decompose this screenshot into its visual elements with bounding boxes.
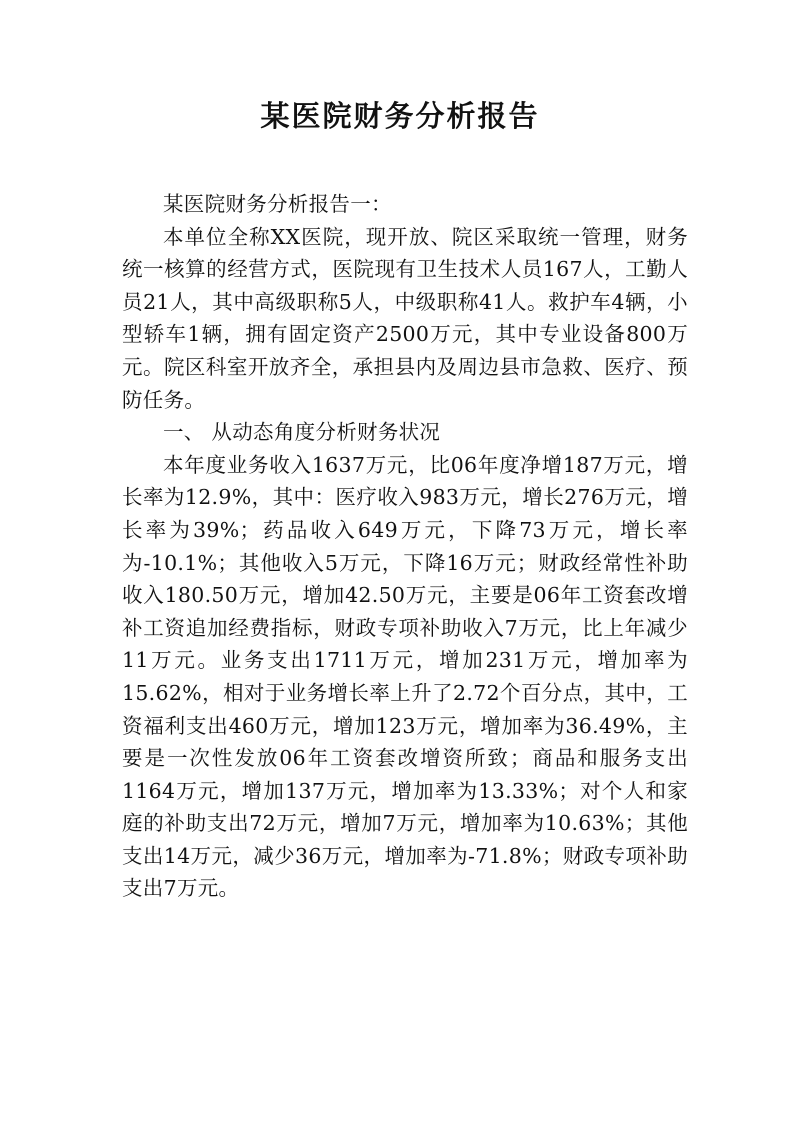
document-body	[122, 188, 688, 905]
document-title: 某医院财务分析报告	[260, 99, 540, 133]
financial-analysis-paragraph: 本年度业务收入1637万元，比06年度净增187万元，增长率为12.9%，其中：医疗收入983万元，增长276万元，增长率为39%；药品收入649万元，下降73万元，增长率为-10.1%；其他收入5万元，下降16万元；财政经常性补助收入180.50万元，增加42.50万元，主要是06年工资套改增补工资追加经费指标，财政专项补助收入7万元，比上年减少11万元。业务支出1711万元，增加231万元，增加率为15.62%，相对于业务增长率上升了2.72个百分点，其中，工资福利支出460万元，增加123万元，增加率为36.49%，主要是一次性发放06年工资套改增资所致；商品和服务支出1164万元，增加137万元，增加率为13.33%；对个人和家庭的补助支出72万元，增加7万元，增加率为10.63%；其他支出14万元，减少36万元，增加率为-71.8%；财政专项补助支出7万元。	[122, 452, 688, 901]
section-heading: 一、 从动态角度分析财务状况	[163, 420, 441, 445]
intro-paragraph: 本单位全称XX医院，现开放、院区采取统一管理，财务统一核算的经营方式，医院现有卫生技术人员167人，工勤人员21人，其中高级职称5人，中级职称41人。救护车4辆，小型轿车1辆，拥有固定资产2500万元，其中专业设备800万元。院区科室开放齐全，承担县内及周边县市急救、医疗、预防任务。	[122, 224, 688, 412]
report-subtitle: 某医院财务分析报告一：	[163, 192, 392, 216]
